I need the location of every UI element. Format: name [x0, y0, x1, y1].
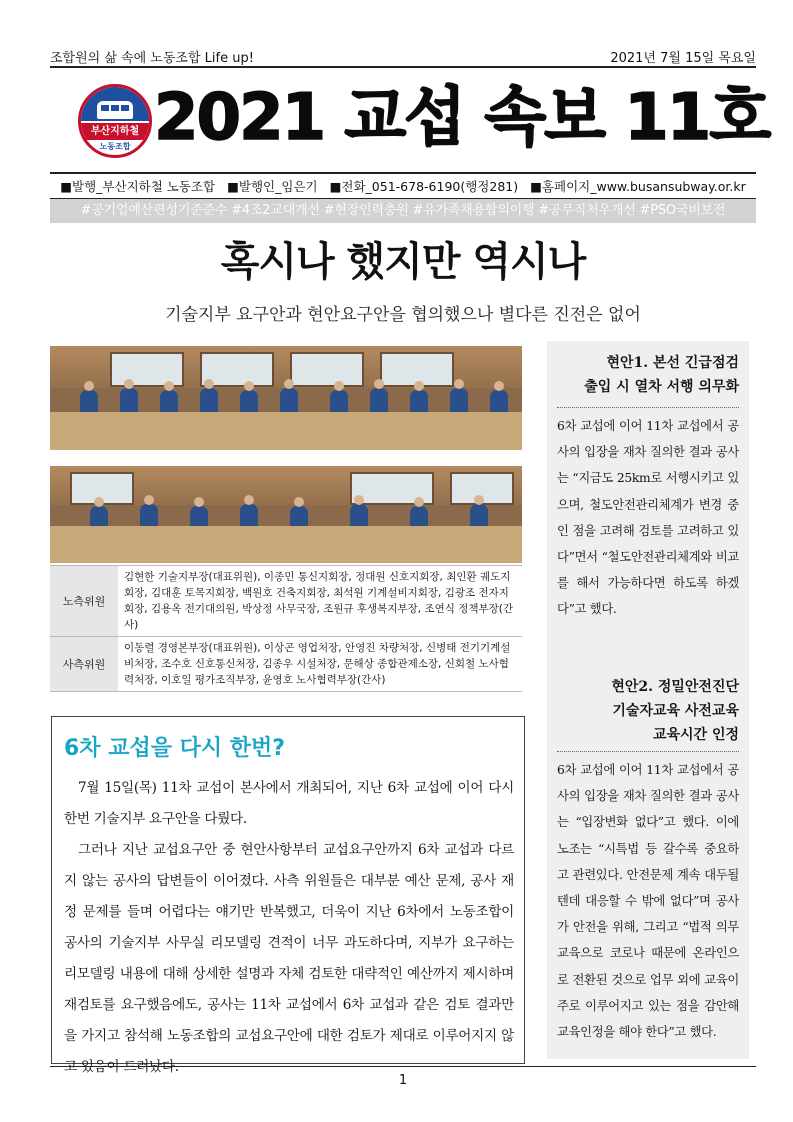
sidebar-item2-body: 6차 교섭에 이어 11차 교섭에서 공사의 입장을 재차 질의한 결과 공사는 “입장변화 없다”고 했다. 이에 노조는 “시특법 등 갈수록 중요하고 관련있다. 안전문제 계속 대두될 텐데 대응할 수 밖에 없다”며 공사가 안전을 위해, 그리고 “법적 의무교육으로 코로나 때문에 온라인으로 전환된 것으로 업무 외에 교육이 주로 이루어지고 있는 점을 감안해 교육인정을 해야 한다”고 했다. — [557, 763, 739, 1040]
publisher: ■발행_부산지하철 노동조합 — [60, 179, 216, 194]
logo-subtext: 노동조합 — [99, 142, 131, 151]
masthead — [50, 72, 770, 172]
table-row — [50, 566, 522, 637]
publication-info — [50, 172, 756, 199]
hashtag-bar: #공기업예산편성기준준수 #4조2교대개선 #현장인력충원 #유가족채용합의이행 #공무직처우개선 #PSO국비보전 — [50, 199, 756, 223]
article-box — [51, 716, 525, 1075]
logo-text: 부산지하철 — [81, 123, 149, 140]
article-paragraph: 그러나 지난 교섭요구안 중 현안사항부터 교섭요구안까지 6차 교섭과 다르지 않는 공사의 답변들이 이어졌다. 사측 위원들은 대부분 예산 문제, 공사 재정 문제를 들며 어렵다는 얘기만 반복했고, 더욱이 지난 6차에서 노동조합이 공사의 기술지부 사무실 리모델링 견적이 너무 과도하다며, 지부가 요구하는 리모델링 내용에 대해 상세한 설명과 자체 검토한 대략적인 예산까지 제시하며 재검토를 요구했음에도, 공사는 11차 교섭에서 6차 교섭과 같은 검토 결과만을 가지고 참석해 노동조합의 교섭요구안에 대한 검토가 제대로 이루어지지 않고 있음이 드러났다. — [64, 842, 514, 1075]
top-bar — [50, 44, 756, 68]
article-title: 6차 교섭을 다시 한번? — [64, 736, 286, 761]
article-body — [64, 773, 514, 1083]
article-paragraph: 7월 15일(목) 11차 교섭이 본사에서 개최되어, 지난 6차 교섭에 이어 다시 한번 기술지부 요구안을 다뤘다. — [64, 780, 514, 827]
phone: ■전화_051-678-6190(행정281) — [329, 179, 519, 194]
member-label: 노측위원 — [50, 566, 118, 637]
sidebar-item2-title: 현안2. 정밀안전진단 기술자교육 사전교육 교육시간 인정 — [611, 679, 739, 743]
headline: 혹시나 했지만 역시나 — [220, 239, 586, 285]
page-number: 1 — [50, 1066, 756, 1088]
issuer: ■발행인_임은기 — [227, 179, 318, 194]
committee-members-table — [50, 565, 522, 692]
masthead-title: 2021 교섭 속보 11호 — [154, 81, 770, 155]
meeting-photo-2 — [50, 466, 522, 563]
table-row — [50, 637, 522, 692]
member-names: 이동렬 경영본부장(대표위원), 이상곤 영업처장, 안영진 차량처장, 신병태 전기기계설비처장, 조수호 신호통신처장, 김종우 시설처장, 문해상 종합관제소장, 신회철 노사협력처장, 이호일 평가조직부장, 윤영호 노사협력부장(간사) — [118, 637, 522, 692]
subheadline: 기술지부 요구안과 현안요구안을 협의했으나 별다른 진전은 없어 — [165, 305, 641, 325]
sidebar-item1-title: 현안1. 본선 긴급점검 출입 시 열차 서행 의무화 — [584, 355, 739, 395]
meeting-photo-1 — [50, 346, 522, 450]
train-icon — [97, 101, 133, 119]
slogan: 조합원의 삶 속에 노동조합 Life up! — [50, 51, 254, 66]
sidebar — [547, 341, 749, 1059]
sidebar-item1-body: 6차 교섭에 이어 11차 교섭에서 공사의 입장을 재차 질의한 결과 공사는 “지금도 25km로 서행시키고 있으며, 철도안전관리체계가 변경 중인 점을 고려해 검토를 고려하고 있다”면서 “철도안전관리체계와 비교를 해서 가능하다면 하도록 하겠다”고 했다. — [557, 419, 739, 617]
member-names: 김현한 기술지부장(대표위원), 이종민 통신지회장, 정대원 신호지회장, 최인환 궤도지회장, 김대훈 토목지회장, 백원호 건축지회장, 최석원 기계설비지회장, 김광조 전자지회장, 김용옥 전기대의원, 박상정 사무국장, 조원규 후생복지부장, 조연식 정책부장(간사) — [118, 566, 522, 637]
union-logo — [78, 84, 152, 158]
homepage-link[interactable]: ■홈페이지_www.busansubway.or.kr — [530, 179, 746, 194]
issue-date: 2021년 7월 15일 목요일 — [610, 51, 756, 66]
member-label: 사측위원 — [50, 637, 118, 692]
